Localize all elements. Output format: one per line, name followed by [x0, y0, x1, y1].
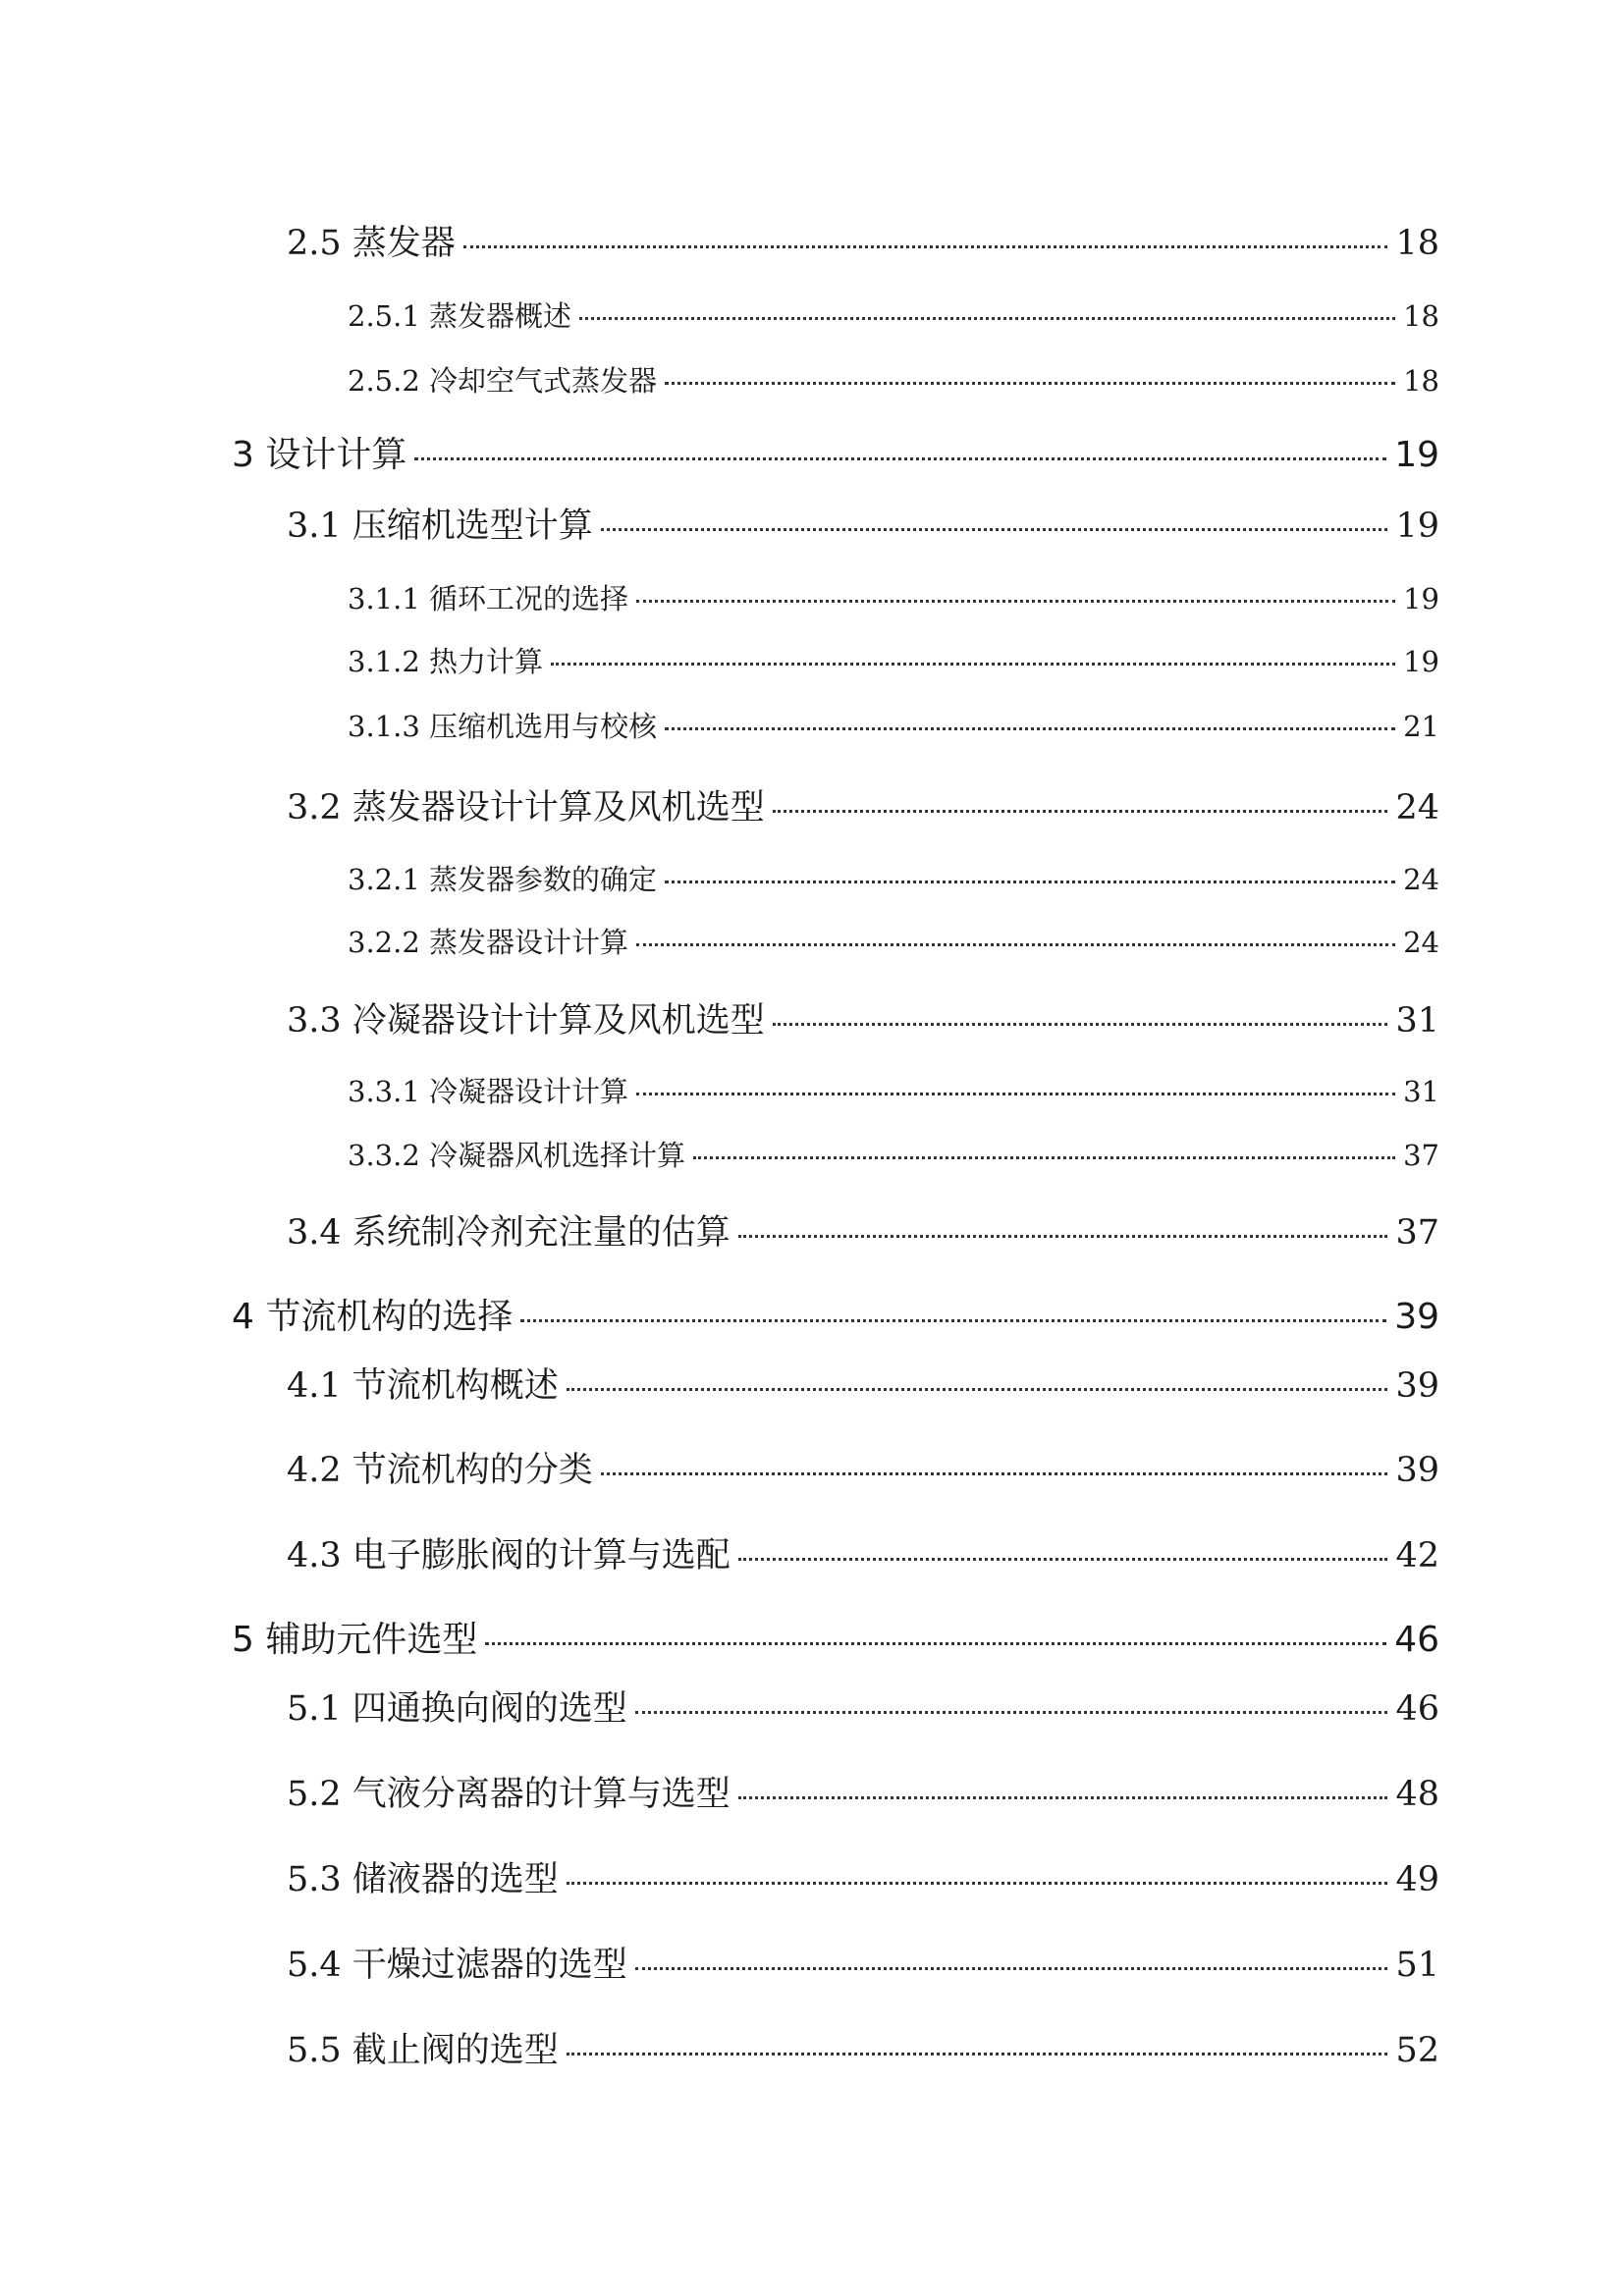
toc-entry-label: 4 节流机构的选择: [232, 1297, 514, 1337]
toc-entry-page: 24: [1403, 863, 1439, 896]
toc-entry[interactable]: [287, 1938, 1439, 1987]
toc-entry-label: 3.1 压缩机选型计算: [287, 507, 593, 546]
toc-entry[interactable]: [287, 216, 1439, 265]
toc-entry-label: 2.5.2 冷却空气式蒸发器: [348, 364, 658, 398]
toc-leader-dots: [738, 1558, 1388, 1561]
toc-entry[interactable]: [348, 705, 1439, 745]
toc-entry[interactable]: [348, 1070, 1439, 1110]
toc-leader-dots: [636, 1093, 1395, 1095]
toc-entry-label: 4.3 电子膨胀阀的计算与选配: [287, 1536, 731, 1575]
toc-leader-dots: [551, 663, 1395, 666]
toc-entry-label: 2.5 蒸发器: [287, 224, 456, 263]
toc-leader-dots: [636, 943, 1395, 946]
toc-entry-page: 19: [1394, 435, 1439, 475]
toc-leader-dots: [520, 1319, 1386, 1322]
toc-entry-page: 39: [1394, 1297, 1439, 1337]
toc-entry[interactable]: [287, 1767, 1439, 1816]
toc-entry-page: 46: [1395, 1689, 1439, 1729]
toc-entry[interactable]: [287, 780, 1439, 829]
toc-leader-dots: [414, 457, 1386, 460]
toc-entry-label: 5 辅助元件选型: [232, 1620, 478, 1660]
toc-entry[interactable]: [287, 1359, 1439, 1408]
toc-leader-dots: [635, 1967, 1388, 1970]
toc-entry-page: 19: [1403, 582, 1439, 615]
toc-entry-label: 5.3 储液器的选型: [287, 1860, 559, 1899]
toc-entry-label: 5.4 干燥过滤器的选型: [287, 1946, 627, 1985]
toc-entry-label: 3.2.1 蒸发器参数的确定: [348, 863, 658, 896]
toc-entry-page: 39: [1395, 1366, 1439, 1406]
toc-leader-dots: [636, 600, 1395, 603]
toc-entry-page: 24: [1395, 788, 1439, 828]
toc-leader-dots: [463, 245, 1388, 248]
toc-entry-label: 2.5.1 蒸发器概述: [348, 299, 572, 333]
toc-entry-label: 4.2 节流机构的分类: [287, 1451, 593, 1490]
toc-entry-page: 37: [1403, 1139, 1439, 1172]
toc-leader-dots: [773, 1023, 1388, 1026]
toc-entry[interactable]: [287, 2023, 1439, 2072]
toc-entry-label: 3.1.2 热力计算: [348, 645, 544, 678]
toc-entry-label: 5.5 截止阀的选型: [287, 2031, 559, 2070]
toc-entry[interactable]: [287, 499, 1439, 548]
toc-entry-page: 18: [1403, 299, 1439, 333]
toc-entry[interactable]: [232, 1612, 1439, 1662]
toc-entry-label: 3.3 冷凝器设计计算及风机选型: [287, 1001, 765, 1041]
toc-entry-label: 3.1.1 循环工况的选择: [348, 582, 629, 615]
toc-entry-label: 3.3.1 冷凝器设计计算: [348, 1075, 629, 1108]
toc-entry-label: 3.4 系统制冷剂充注量的估算: [287, 1213, 731, 1253]
toc-leader-dots: [579, 317, 1395, 320]
toc-entry[interactable]: [348, 577, 1439, 617]
toc-entry-label: 3.2 蒸发器设计计算及风机选型: [287, 788, 765, 828]
toc-leader-dots: [693, 1156, 1395, 1159]
toc-entry-page: 49: [1395, 1860, 1439, 1899]
toc-entry-page: 31: [1403, 1075, 1439, 1108]
toc-entry[interactable]: [287, 1528, 1439, 1577]
toc-entry-label: 5.2 气液分离器的计算与选型: [287, 1775, 731, 1814]
toc-entry[interactable]: [348, 1134, 1439, 1174]
toc-entry-page: 42: [1395, 1536, 1439, 1575]
toc-entry[interactable]: [287, 1852, 1439, 1901]
toc-entry-label: 3.3.2 冷凝器风机选择计算: [348, 1139, 686, 1172]
toc-entry-page: 19: [1403, 645, 1439, 678]
toc-leader-dots: [567, 1882, 1388, 1885]
toc-entry-label: 5.1 四通换向阀的选型: [287, 1689, 627, 1729]
toc-leader-dots: [665, 881, 1395, 883]
toc-entry[interactable]: [287, 1205, 1439, 1255]
toc-leader-dots: [738, 1235, 1388, 1238]
toc-entry-page: 46: [1394, 1620, 1439, 1660]
toc-leader-dots: [773, 810, 1388, 813]
toc-entry[interactable]: [287, 993, 1439, 1042]
toc-entry-page: 18: [1403, 364, 1439, 398]
toc-leader-dots: [567, 1388, 1388, 1391]
toc-entry[interactable]: [348, 858, 1439, 898]
toc-entry-page: 37: [1395, 1213, 1439, 1253]
toc-entry[interactable]: [287, 1682, 1439, 1731]
toc-leader-dots: [665, 382, 1395, 385]
toc-leader-dots: [567, 2053, 1388, 2056]
toc-leader-dots: [601, 1472, 1388, 1475]
toc-entry[interactable]: [348, 921, 1439, 961]
toc-entry-page: 39: [1395, 1451, 1439, 1490]
toc-entry-page: 51: [1395, 1946, 1439, 1985]
toc-entry-page: 24: [1403, 926, 1439, 959]
toc-entry-label: 3.2.2 蒸发器设计计算: [348, 926, 629, 959]
toc-entry[interactable]: [287, 1443, 1439, 1492]
toc-entry[interactable]: [348, 294, 1439, 335]
toc-entry-label: 3.1.3 压缩机选用与校核: [348, 710, 658, 743]
toc-entry-label: 4.1 节流机构概述: [287, 1366, 559, 1406]
toc-entry[interactable]: [348, 359, 1439, 400]
toc-entry[interactable]: [348, 640, 1439, 680]
toc-entry-page: 18: [1395, 224, 1439, 263]
toc-leader-dots: [665, 727, 1395, 730]
toc-leader-dots: [485, 1642, 1386, 1645]
toc-entry-page: 48: [1395, 1775, 1439, 1814]
toc-entry[interactable]: [232, 427, 1439, 477]
toc-entry-page: 31: [1395, 1001, 1439, 1041]
toc-entry-label: 3 设计计算: [232, 435, 407, 475]
toc-entry[interactable]: [232, 1289, 1439, 1339]
toc-entry-page: 19: [1395, 507, 1439, 546]
toc-entry-page: 52: [1395, 2031, 1439, 2070]
toc-entry-page: 21: [1403, 710, 1439, 743]
toc-leader-dots: [601, 528, 1388, 531]
toc-leader-dots: [738, 1796, 1388, 1799]
toc-leader-dots: [635, 1711, 1388, 1714]
